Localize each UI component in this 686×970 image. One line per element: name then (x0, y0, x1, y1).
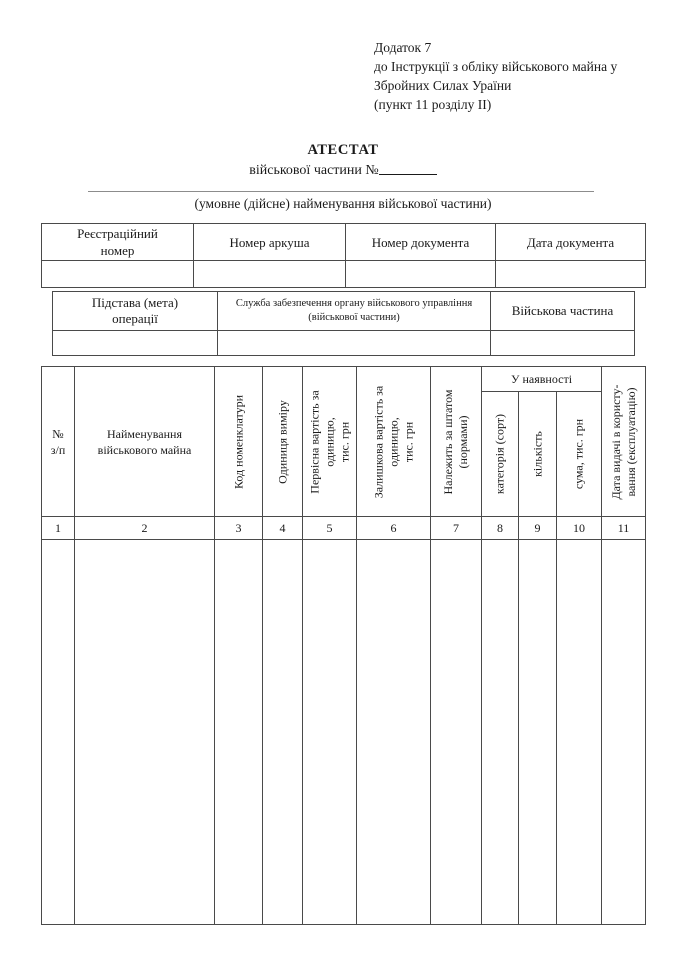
inventory-header-nomenclature-code-text: Код номенклатури (231, 394, 245, 489)
inventory-cell-category[interactable] (482, 540, 519, 925)
appendix-reference-line-4: (пункт 11 розділу II) (374, 97, 492, 112)
appendix-reference-block (374, 38, 674, 114)
inventory-cell-authorized-quantity[interactable] (431, 540, 482, 925)
inventory-header-sum-text: сума, тис. грн (571, 418, 586, 490)
inventory-header-initial-value-text (307, 390, 352, 493)
inventory-cell-issue-date[interactable] (602, 540, 646, 925)
inventory-header-index-line2: з/п (50, 442, 66, 457)
inventory-column-number-9: 9 (519, 517, 557, 540)
appendix-reference-line-1: Додаток 7 (374, 40, 432, 55)
inventory-header-authorized-quantity-text (441, 389, 471, 494)
basis-header-military-unit: Військова частина (491, 292, 635, 331)
basis-cell-operation-basis[interactable] (53, 331, 218, 356)
inventory-column-number-4: 4 (263, 517, 303, 540)
inventory-cell-quantity[interactable] (519, 540, 557, 925)
registration-header-document-number: Номер документа (346, 224, 496, 261)
inventory-header-initial-value-line2: одиницю, (322, 416, 336, 467)
inventory-column-number-11: 11 (602, 517, 646, 540)
inventory-header-quantity-text: кількість (530, 431, 544, 477)
inventory-column-number-3: 3 (215, 517, 263, 540)
basis-table (52, 291, 635, 356)
unit-name-caption: (умовне (дійсне) найменування військової частини) (194, 196, 492, 211)
inventory-header-residual-value (357, 367, 431, 517)
registration-table (41, 223, 646, 288)
inventory-column-number-1: 1 (42, 517, 75, 540)
basis-cell-supply-service[interactable] (218, 331, 491, 356)
registration-header-row (42, 224, 646, 261)
inventory-header-nomenclature-code (215, 367, 263, 517)
document-subtitle (0, 163, 686, 179)
inventory-header-index-line1: № (52, 426, 64, 441)
registration-header-registration-number-line1: Реєстраційний (77, 226, 158, 241)
registration-cell-document-number[interactable] (346, 261, 496, 288)
registration-data-row (42, 261, 646, 288)
inventory-header-unit-of-measure (263, 367, 303, 517)
basis-header-supply-service-line2: (військової частини) (308, 312, 400, 323)
inventory-column-number-2: 2 (75, 517, 215, 540)
inventory-header-issue-date-text (609, 384, 639, 499)
inventory-header-property-name-line2: військового майна (97, 442, 192, 457)
inventory-column-number-5: 5 (303, 517, 357, 540)
registration-cell-document-date[interactable] (496, 261, 646, 288)
inventory-column-number-8: 8 (482, 517, 519, 540)
inventory-cell-unit-of-measure[interactable] (263, 540, 303, 925)
inventory-header-issue-date-line1: Дата видачі в користу- (608, 383, 623, 500)
inventory-cell-residual-value[interactable] (357, 540, 431, 925)
inventory-header-sum (557, 392, 602, 517)
inventory-header-unit-of-measure-text: Одиниця виміру (275, 399, 289, 484)
inventory-header-residual-value-line3: тис. грн (401, 421, 415, 462)
inventory-cell-sum[interactable] (557, 540, 602, 925)
inventory-column-number-7: 7 (431, 517, 482, 540)
registration-header-registration-number-line2: номер (100, 243, 135, 258)
inventory-header-authorized-quantity-line2: (нормами) (456, 414, 470, 469)
inventory-header-initial-value (303, 367, 357, 517)
inventory-header-authorized-quantity (431, 367, 482, 517)
inventory-header-residual-value-line2: одиницю, (386, 416, 400, 467)
inventory-header-residual-value-text (371, 385, 416, 498)
inventory-header-property-name-line1: Найменування (107, 426, 182, 441)
registration-cell-registration-number[interactable] (42, 261, 194, 288)
inventory-header-issue-date (602, 367, 646, 517)
appendix-reference-line-3: Збройних Силах Ураїни (374, 78, 512, 93)
inventory-column-number-10: 10 (557, 517, 602, 540)
inventory-header-authorized-quantity-line1: Належить за штатом (441, 388, 455, 495)
inventory-header-category (482, 392, 519, 517)
inventory-header-on-hand-group: У наявності (482, 367, 602, 392)
inventory-header-row-top (42, 367, 646, 392)
registration-header-registration-number (42, 224, 194, 261)
unit-number-label: військової частини № (249, 163, 379, 178)
inventory-cell-initial-value[interactable] (303, 540, 357, 925)
inventory-cell-nomenclature-code[interactable] (215, 540, 263, 925)
basis-header-operation-basis-line2: операції (112, 311, 158, 326)
inventory-header-index (42, 367, 75, 517)
inventory-header-category-text: категорія (сорт) (492, 413, 507, 495)
inventory-header-issue-date-line2: вання (експлуатацію) (623, 386, 638, 497)
basis-header-row (53, 292, 635, 331)
registration-cell-sheet-number[interactable] (194, 261, 346, 288)
inventory-header-initial-value-line3: тис. грн (337, 421, 351, 462)
basis-header-supply-service-line1: Служба забезпечення органу військового управління (235, 298, 473, 309)
basis-cell-military-unit[interactable] (491, 331, 635, 356)
unit-number-blank[interactable] (379, 174, 437, 175)
inventory-table (41, 366, 646, 925)
inventory-body-row (42, 540, 646, 925)
inventory-column-number-6: 6 (357, 517, 431, 540)
inventory-header-initial-value-line1: Первісна вартість за (307, 389, 321, 494)
appendix-reference-line-2: до Інструкції з обліку військового майна у (374, 59, 618, 74)
basis-header-supply-service (218, 292, 491, 331)
inventory-header-quantity (519, 392, 557, 517)
registration-header-sheet-number: Номер аркуша (194, 224, 346, 261)
inventory-cell-index[interactable] (42, 540, 75, 925)
inventory-column-number-row (42, 517, 646, 540)
document-title: АТЕСТАТ (307, 142, 379, 158)
basis-data-row (53, 331, 635, 356)
inventory-header-residual-value-line1: Залишкова вартість за (371, 385, 385, 498)
basis-header-operation-basis-line1: Підстава (мета) (91, 295, 179, 310)
inventory-cell-property-name[interactable] (75, 540, 215, 925)
inventory-header-property-name (75, 367, 215, 517)
basis-header-operation-basis (53, 292, 218, 331)
registration-header-document-date: Дата документа (496, 224, 646, 261)
unit-name-rule (88, 191, 594, 192)
